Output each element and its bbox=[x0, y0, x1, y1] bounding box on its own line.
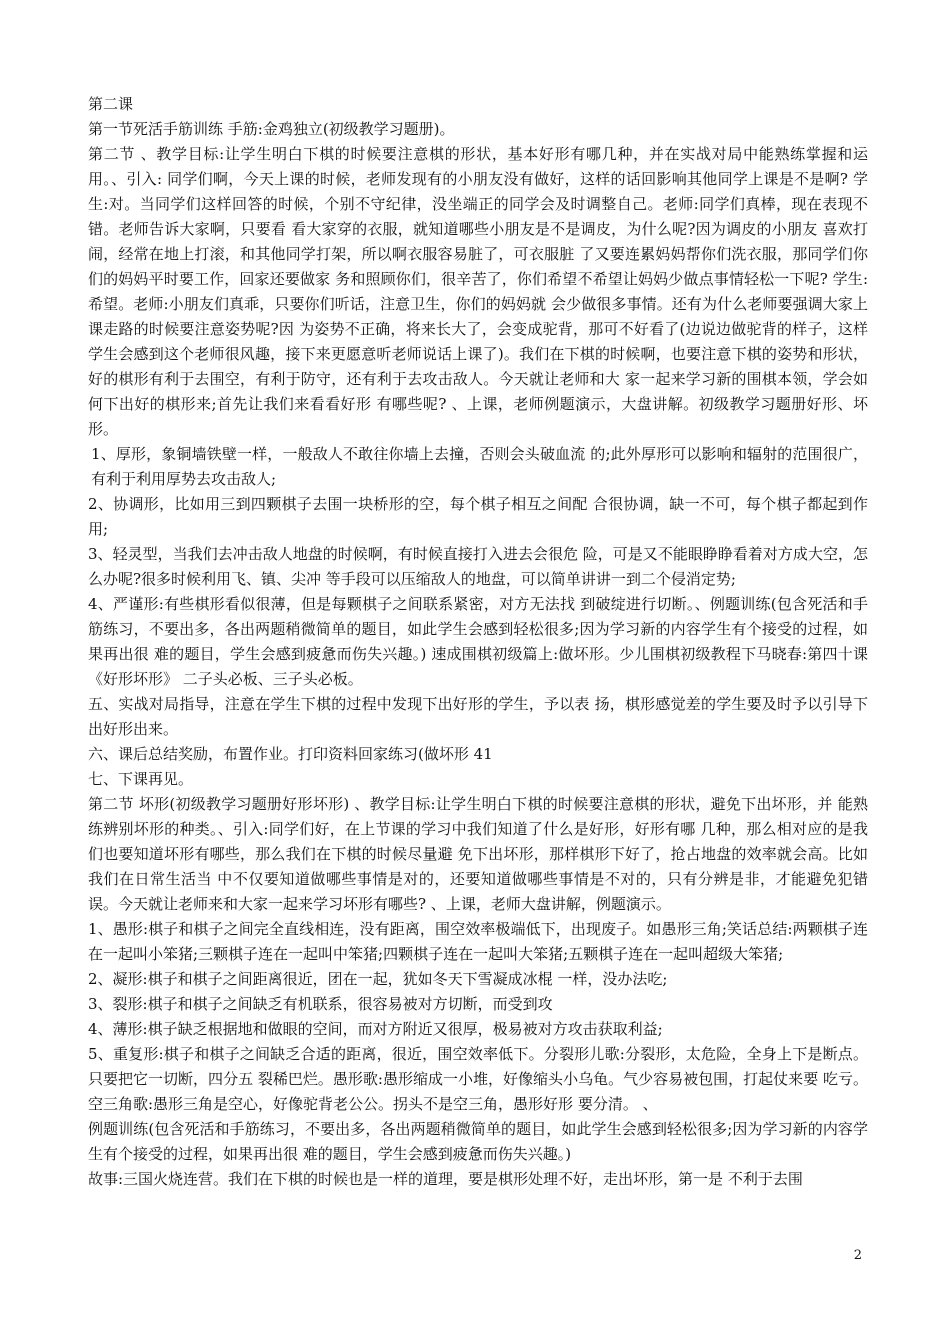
paragraph-step-7: 七、下课再见。 bbox=[88, 770, 194, 788]
paragraph-bad-shape-intro: 第二节 坏形(初级教学习题册好形坏形) 、教学目标:让学生明白下棋的时候要注意棋的形状，避免下出坏形，并 能熟练辨别坏形的种类。、引入:同学们好，在上节课的学习中我们知道了什么是好形，好形有哪 几种，那么相对应的是我们也要知道坏形有哪些，那么我们在下棋的时候尽量避 免下出坏形，那样棋形下好了，抢占地盘的效率就会高。比如我们在日常生活当 中不仅要知道做哪些事情是对的，还要知道做哪些事情是不对的，只有分辨是非，才能避免犯错误。今天就让老师来和大家一起来学习坏形有哪些? 、上课，老师大盘讲解，例题演示。 bbox=[88, 795, 868, 913]
paragraph-step-6: 六、课后总结奖励，布置作业。打印资料回家练习(做坏形 41 bbox=[88, 745, 493, 763]
paragraph-story: 故事:三国火烧连营。我们在下棋的时候也是一样的道理，要是棋形处理不好，走出坏形，第一是 不利于去围 bbox=[88, 1170, 803, 1188]
page-number: 2 bbox=[853, 1248, 862, 1263]
paragraph-good-shape-2: 2、协调形，比如用三到四颗棋子去围一块桥形的空，每个棋子相互之间配 合很协调，缺一不可，每个棋子都起到作用; bbox=[88, 495, 868, 538]
paragraph-exercise: 例题训练(包含死活和手筋练习，不要出多，各出两题稍微简单的题目，如此学生会感到轻松很多;因为学习新的内容学生有个接受的过程，如果再出很 难的题目，学生会感到疲惫而伤失兴趣。) bbox=[88, 1120, 868, 1163]
paragraph-good-shape-1: 1、厚形，象铜墙铁壁一样，一般敌人不敢往你墙上去撞，否则会头破血流 的;此外厚形可以影响和辐射的范围很广，有利于利用厚势去攻击敌人; bbox=[91, 445, 868, 488]
paragraph-good-shape-4: 4、严谨形:有些棋形看似很薄，但是每颗棋子之间联系紧密，对方无法找 到破绽进行切断。、例题训练(包含死活和手筋练习，不要出多，各出两题稍微简单的题目，如此学生会感到轻松很多;因为学习新的内容学生有个接受的过程，如果再出很 难的题目，学生会感到疲惫而伤失兴趣。) 速成围棋初级篇上:做坏形。少儿围棋初级教程下马晓春:第四十课《好形坏形》 二子头必板、三子头必板。 bbox=[88, 595, 868, 688]
paragraph-section2-intro: 第二节 、教学目标:让学生明白下棋的时候要注意棋的形状，基本好形有哪几种，并在实战对局中能熟练掌握和运用。、引入: 同学们啊，今天上课的时候，老师发现有的小朋友没有做好，这样的话回影响其他同学上课是不是啊? 学生:对。当同学们这样回答的时候，个别不守纪律，没坐端正的同学会及时调整自己。老师:同学们真棒，现在表现不错。老师告诉大家啊，只要看 看大家穿的衣服，就知道哪些小朋友是不是调皮，为什么呢?因为调皮的小朋友 喜欢打闹，经常在地上打滚，和其他同学打架，所以啊衣服容易脏了，可衣服脏 了又要连累妈妈帮你们洗衣服，那同学们你们的妈妈平时要工作，回家还要做家 务和照顾你们，很辛苦了，你们希望不希望让妈妈少做点事情轻松一下呢? 学生:希望。老师:小朋友们真乖，只要你们听话，注意卫生，你们的妈妈就 会少做很多事情。还有为什么老师要强调大家上课走路的时候要注意姿势呢?因 为姿势不正确，将来长大了，会变成驼背，那可不好看了(边说边做驼背的样子，这样学生会感到这个老师很风趣，接下来更愿意听老师说话上课了)。我们在下棋的时候啊，也要注意下棋的姿势和形状，好的棋形有利于去围空，有利于防守，还有利于去攻击敌人。今天就让老师和大 家一起来学习新的围棋本领，学会如何下出好的棋形来;首先让我们来看看好形 有哪些呢? 、上课，老师例题演示，大盘讲解。初级教学习题册好形、坏形。 bbox=[88, 145, 868, 438]
paragraph-good-shape-3: 3、轻灵型，当我们去冲击敌人地盘的时候啊，有时候直接打入进去会很危 险，可是又不能眼睁睁看着对方成大空，怎么办呢?很多时候利用飞、镇、尖冲 等手段可以压缩敌人的地盘，可以简单讲讲一到二个侵消定势; bbox=[88, 545, 868, 588]
paragraph-bad-shape-2: 2、凝形:棋子和棋子之间距离很近，团在一起，犹如冬天下雪凝成冰棍 一样，没办法吃; bbox=[88, 970, 668, 988]
document-body bbox=[88, 92, 868, 1192]
paragraph-bad-shape-5: 5、重复形:棋子和棋子之间缺乏合适的距离，很近，围空效率低下。分裂形儿歌:分裂形，太危险，全身上下是断点。只要把它一切断，四分五 裂稀巴烂。愚形歌:愚形缩成一小堆，好像缩头小乌龟。气少容易被包围，打起仗来要 吃亏。 空三角歌:愚形三角是空心，好像驼背老公公。拐头不是空三角，愚形好形 要分清。 、 bbox=[88, 1045, 868, 1113]
paragraph-bad-shape-4: 4、薄形:棋子缺乏根据地和做眼的空间，而对方附近又很厚，极易被对方攻击获取利益; bbox=[88, 1020, 663, 1038]
paragraph-bad-shape-1: 1、愚形:棋子和棋子之间完全直线相连，没有距离，围空效率极端低下，出现废子。如愚形三角;笑话总结:两颗棋子连在一起叫小笨猪;三颗棋子连在一起叫中笨猪;四颗棋子连在一起叫大笨猪;五颗棋子连在一起叫超级大笨猪; bbox=[88, 920, 868, 963]
lesson-title: 第二课 bbox=[88, 95, 134, 113]
paragraph-step-5: 五、实战对局指导，注意在学生下棋的过程中发现下出好形的学生，予以表 扬，棋形感觉差的学生要及时予以引导下出好形出来。 bbox=[88, 695, 868, 738]
paragraph-bad-shape-3: 3、裂形:棋子和棋子之间缺乏有机联系，很容易被对方切断，而受到攻 bbox=[88, 995, 553, 1013]
paragraph-section1: 第一节死活手筋训练 手筋:金鸡独立(初级教学习题册)。 bbox=[88, 120, 455, 138]
